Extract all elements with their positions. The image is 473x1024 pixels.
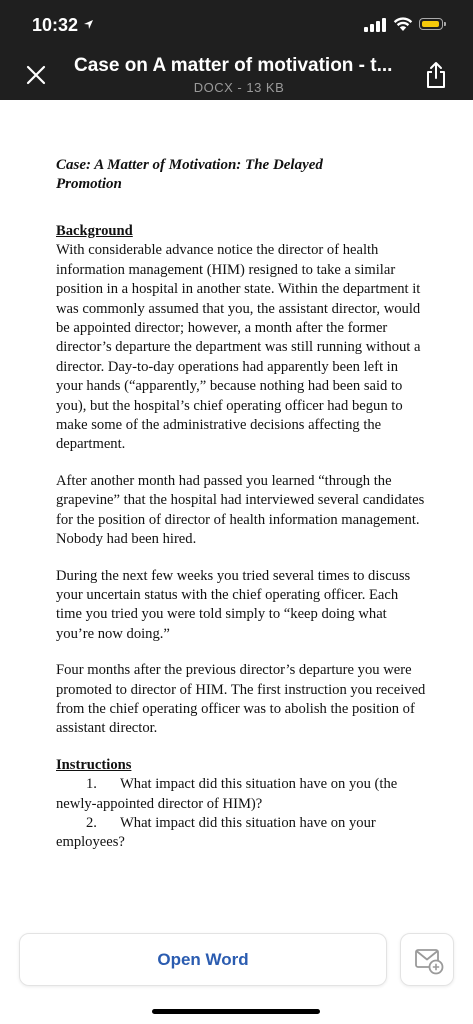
document-heading-line-1: Case: A Matter of Motivation: The Delayed	[56, 157, 323, 173]
paragraph: After another month had passed you learned “through the grapevine” that the hospital had interviewed several candidates for the position of director of health information management. Nobody had been hired.	[56, 472, 425, 548]
cellular-signal-icon	[364, 18, 386, 32]
paragraph: Four months after the previous director’s departure you were promoted to director of HIM. The first instruction you received from the chief operating officer was to abolish the position of assistant director.	[56, 662, 426, 737]
document-file-info: DOCX - 13 KB	[193, 80, 285, 95]
document-heading	[56, 156, 426, 194]
battery-icon	[419, 18, 443, 30]
document-heading-line-2: Promotion	[56, 176, 122, 192]
instruction-number: 1.	[86, 776, 97, 793]
instruction-item	[56, 775, 426, 814]
background-section	[56, 222, 426, 455]
status-time	[32, 15, 94, 36]
close-button[interactable]	[24, 63, 48, 87]
home-indicator	[152, 1009, 320, 1014]
open-word-button[interactable]: Open Word	[19, 933, 387, 986]
instruction-text: What impact did this situation have on your employees?	[56, 814, 376, 851]
mail-add-icon	[401, 974, 455, 991]
paragraph: With considerable advance notice the director of health information management (HIM) resigned to take a similar position in a hospital in another state. Within the department it was commonly assumed that you, the assistant director, would be appointed director; however, a month after the former director’s departure the department was still running without a director. Day-to-day operations had apparently been left in your hands (“apparently,” because nothing had been said to you), but the hospital’s chief operating officer had begun to make some of the administrative decisions affecting the department.	[56, 242, 421, 453]
close-icon	[24, 74, 48, 91]
location-arrow-icon	[83, 18, 94, 33]
top-bar	[0, 0, 473, 100]
instructions-section	[56, 756, 426, 853]
instruction-number: 2.	[86, 814, 97, 831]
wifi-icon	[393, 16, 413, 32]
share-icon	[424, 76, 448, 93]
instruction-item	[56, 814, 426, 853]
share-button[interactable]	[424, 61, 448, 89]
document-body	[56, 156, 426, 853]
instructions-label: Instructions	[56, 756, 132, 773]
status-time-text: 10:32	[32, 15, 79, 35]
instruction-text: What impact did this situation have on you (the newly-appointed director of HIM)?	[56, 776, 398, 812]
mail-button[interactable]	[400, 933, 454, 986]
document-title: Case on A matter of motivation - t...	[74, 55, 393, 76]
paragraph: During the next few weeks you tried several times to discuss your uncertain status with the chief operating officer. Each time you tried you were told simply to “keep doing what you’re now doing.”	[56, 567, 411, 642]
bottom-bar	[0, 918, 473, 1024]
background-label: Background	[56, 223, 133, 239]
